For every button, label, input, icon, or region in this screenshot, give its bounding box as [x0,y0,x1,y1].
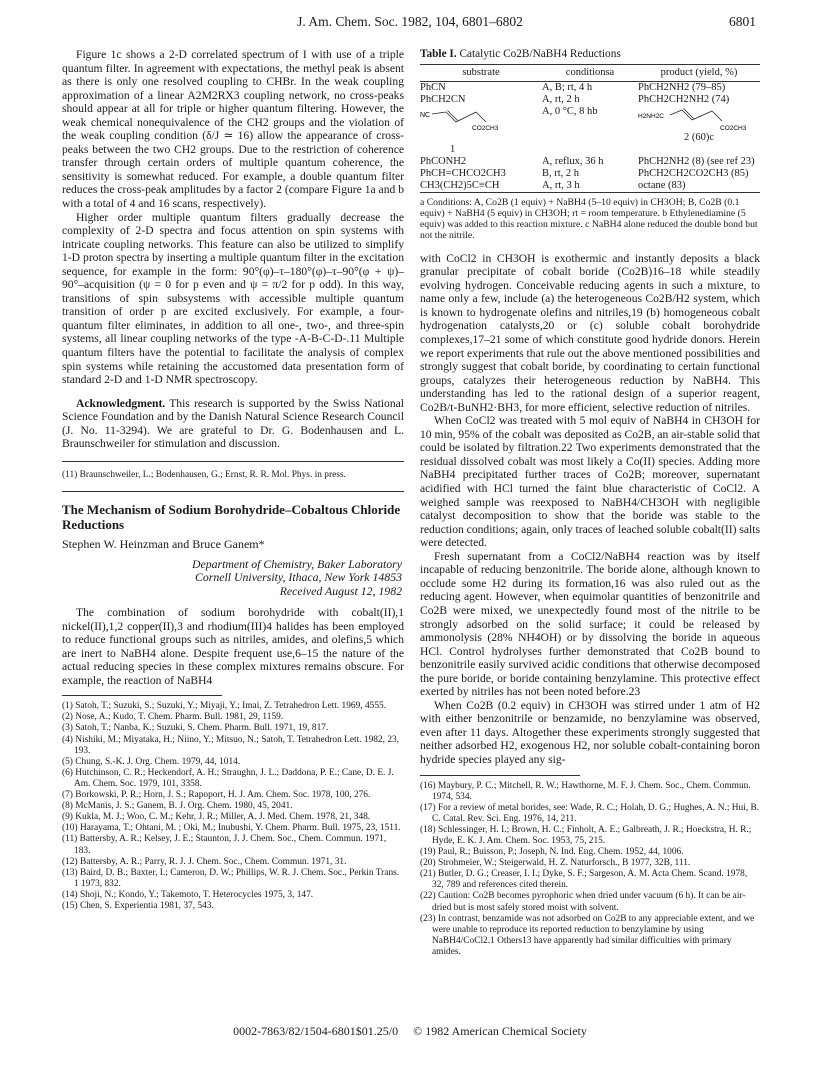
paragraph: Fresh supernatant from a CoCl2/NaBH4 reaction was by itself incapable of reducing benzonitrile. The boride alone, although known to occlude some H2 during its formation,16 was also ruled out as the reducing agent. However, when equimolar quantities of benzonitrile and Co2B were mixed, we unexpectedly found most of the nitrile to be strongly adsorbed on the solid surface; it could be released by ammonolysis (28% NH4OH) or by dissolving the boride in aqueous HCl. Control hydrolyses further demonstrated that Co2B bound to benzonitrile easily survived acidic conditions that otherwise decomposed the pure boride, or boride containing benzylamine. This protective effect exerted by nitriles has not been noted before.23 [420,549,760,699]
running-header [0,14,820,36]
table-header: product (yield, %) [638,64,760,81]
structure-1-diagram [420,106,530,132]
reference: (20) Strohmeier, W.; Steigerwald, H. Z. Naturforsch., B 1977, 32B, 111. [420,858,691,869]
footnote-divider [62,695,222,696]
reference: (14) Shoji, N.; Kondo, Y.; Takemoto, T. Heterocycles 1975, 3, 147. [62,889,314,900]
paragraph: When Co2B (0.2 equiv) in CH3OH was stirred under 1 atm of H2 with either benzonitrile or benzamide, no benzylamine was observed, even after 11 days. Altogether these experiments strongly suggested that neither adsorbed H2, exogenous H2, nor soluble cobalt-containing boron hydride species played any sig- [420,698,760,766]
reference: (4) Nishiki, M.; Miyataka, H.; Niino, Y.; Mitsuo, N.; Satoh, T. Tetrahedron Lett. 1982, 23, 193. [62,734,400,756]
reference: (13) Baird, D. B.; Baxter, I.; Cameron, D. W.; Phillips, W. R. J. Chem. Soc., Perkin Trans. 1 1973, 832. [62,867,400,889]
table-header: substrate [420,64,542,81]
copyright: © 1982 American Chemical Society [413,1024,587,1038]
article-code: 0002-7863/82/1504-6801$01.25/0 [233,1024,399,1038]
reference: (11) Braunschweiler, L.; Bodenhausen, G.; Ernst, R. R. Mol. Phys. in press. [62,469,346,480]
table-header: conditionsa [542,64,638,81]
table-row: PhCN A, B; rt, 4 h PhCH2NH2 (79–85) [420,81,726,93]
page-footer [0,1024,820,1039]
authors: Stephen W. Heinzman and Bruce Ganem* [62,536,265,551]
divider [62,491,404,492]
reference: (8) McManis, J. S.; Ganem, B. J. Org. Chem. 1980, 45, 2041. [62,801,293,812]
reference: (18) Schlessinger, H. I.; Brown, H. C.; Finholt, A. E.; Galbreath, J. R.; Hoeckstra, H. R.; Hyde, E. K. J. Am. Chem. Soc. 1953, 75, 215. [420,824,752,846]
page-number: 6801 [729,14,756,29]
struct-amine-label: H2NH2C [638,112,665,120]
journal-citation: J. Am. Chem. Soc. 1982, 104, 6801–6802 [297,14,523,29]
reference-list [420,781,760,959]
acknowledgment-heading: Acknowledgment. [76,396,166,410]
reference: (2) Nose, A.; Kudo, T. Chem. Pharm. Bull. 1981, 29, 1159. [62,712,284,723]
left-column [62,48,404,912]
paragraph: with CoCl2 in CH3OH is exothermic and instantly deposits a black granular precipitate of cobalt boride (Co2B)16–18 while steadily evolving hydrogen. Conceivable reducing agents in such a mixture, to name only a few, include (a) the heterogeneous Co2B/H2 system, which is known to hydrogenate olefins and nitriles,19 (b) homogeneous cobalt hydrogenation catalysts,20 or (c) soluble cobalt borohydride complexes,17–21 some of which constitute good hydride donors. Herein we report experiments that rule out the above mentioned possibilities and strongly suggest that cobalt boride, by coordinating to certain functional groups, catalyzes their heterogeneous reduction by NaBH4. This understanding has led to the rational design of a superior reagent, Co2B/t-BuNH2·BH3, for more efficient, selective reduction of nitriles. [420,251,760,414]
table-row: PhCONH2 A, reflux, 36 h PhCH2NH2 (8) (see ref 23) [420,155,755,167]
table-row: PhCH2CN A, rt, 2 h PhCH2CH2NH2 (74) [420,93,730,105]
acknowledgment-text: This research is supported by the Swiss National Science Foundation and by the Danish Natural Science Research Council (J. No. 11-3294). We are grateful to Dr. G. Bodenhausen and L. Braunschweiler for stimulation and discussion. [62,396,404,451]
acknowledgment [62,397,404,451]
paragraph: Higher order multiple quantum filters gradually decrease the complexity of 2-D spectra and focus attention on spin systems with intricate coupling networks. This feature can also be utilized to simplify 1-D proton spectra by inserting a multiple quantum filter in the excitation sequence, for example in the form: 90°(φ)–τ–180°(φ)–τ–90°(φ + ψ)–90°–acquisition (ψ = 0 for p even and ψ = π/2 for p odd). In this way, transitions of spin subsystems with accessible multiple quantum transition of order p are excited exclusively. For example, a four-quantum filter eliminates, in addition to all one-, two-, and three-spin systems, all linear coupling networks of the type -A-B-C-D-.11 Multiple quantum filters have the potential to facilitate the analysis of complex spin systems while retaining the accustomed data presentation form of standard 2-D and 1-D NMR spectroscopy. [62,210,404,387]
right-column [420,48,760,958]
reference: (10) Harayama, T.; Ohtani, M. ; Oki, M.; Inubushi, Y. Chem. Pharm. Bull. 1975, 23, 1511. [62,823,401,834]
paragraph: When CoCl2 was treated with 5 mol equiv of NaBH4 in CH3OH for 10 min, 95% of the cobalt was deposited as Co2B, an air-stable solid that could be isolated by filtration.22 Two experiments demonstrated that the residual dissolved cobalt was most likely a Co(II) species. Adding more NaBH4 precipitated further traces of Co2B; moreover, supernatant acidified with HCl turned the faint blue characteristic of CoCl2. A weighed sample was reexposed to NaBH4/CH3OH with negligible catalyst decomposition to show that the boride was stable to the reduction conditions; again, only traces of leached soluble cobalt(II) salts were detected. [420,414,760,550]
reductions-table [420,64,760,193]
table-footnote: a Conditions: A, Co2B (1 equiv) + NaBH4 (5–10 equiv) in CH3OH; B, Co2B (0.1 equiv) + NaBH4 (5 equiv) in CH3OH; rt = room temperature. b Ethylenediamine (5 equiv) was added to this reaction mixture. c NaBH4 alone reduced the double bond but not the nitrile. [420,196,758,242]
struct-ester-label: CO2CH3 [720,124,747,132]
reference: (23) In contrast, benzamide was not adsorbed on Co2B to any appreciable extent, and we were unable to reproduce its reported reduction to benzylamine by using NaBH4/CoCl2.1 Others13 have apparently had similar difficulties with primary amides. [420,913,755,957]
reference: (9) Kukla, M. J.; Woo, C. M.; Kehr, J. R.; Miller, A. J. Med. Chem. 1978, 21, 348. [62,812,371,823]
struct-ester-label: CO2CH3 [472,124,499,132]
divider [62,461,404,462]
table-row: 1 [450,143,456,155]
table-row: 2 (60)c [683,131,715,143]
affiliation: Department of Chemistry, Baker Laboratory Cornell University, Ithaca, New York 14853 Received August 12, 1982 [62,558,404,599]
reference: (21) Butler, D. G.; Creaser, I. I.; Dyke, S. F.; Sargeson, A. M. Acta Chem. Scand. 1978, 32, 789 and references cited therein. [420,869,748,891]
reference: (12) Battersby, A. R.; Parry, R. J. J. Chem. Soc., Chem. Commun. 1971, 31. [62,856,347,867]
table-row: NC CO2CH3 A, 0 °C, 8 hb H2NH2C CO2CH3 [420,106,760,132]
received-date: Received August 12, 1982 [279,583,402,598]
reference: (15) Chen, S. Experientia 1981, 37, 543. [62,900,214,911]
table-caption: Table I. Catalytic Co2B/NaBH4 Reductions [420,48,621,60]
struct-nc-label: NC [420,111,431,119]
reference: (11) Battersby, A. R.; Kelsey, J. E.; Staunton, J. J. Chem. Soc., Chem. Commun. 1971, 183. [62,834,387,856]
reference: (17) For a review of metal borides, see: Wade, R. C.; Holah, D. G.; Hughes, A. N.; Hui, B. C. Catal. Rev. Sci. Eng. 1976, 14, 211. [420,802,760,824]
paragraph: Figure 1c shows a 2-D correlated spectrum of I with use of a triple quantum filter. In agreement with expectations, the methyl peak is absent as there is only one resolved coupling to CHBr. In the weak coupling approximation of a linear A2M2RX3 coupling network, no cross-peaks should appear at all for triple or higher quantum filtering. However, the weak chemical nonequivalence of the CH2 groups and the violation of the weak coupling condition (δ/J ≃ 16) allow the appearance of cross-peaks between the two CH2 groups. Due to the restriction of coherence transfer through certain orders of multiple quantum coherence, the sensitivity is somewhat reduced. For example, a double quantum filter reduces the cross-peak amplitudes by a factor 2 (compare Figure 1a and b with a total of 4 and 16 scans, respectively). [62,48,404,211]
table-row: PhCH=CHCO2CH3 B, rt, 2 h PhCH2CH2CO2CH3 (85) [420,167,749,179]
table-row: CH3(CH2)5C≡CH A, rt, 3 h octane (83) [420,180,760,193]
reference-list [62,701,404,912]
reference: (5) Chung, S.-K. J. Org. Chem. 1979, 44, 1014. [62,756,241,767]
footnote-divider [420,775,580,776]
reference: (19) Paul, R.; Buisson, P.; Joseph, N. Ind. Eng. Chem. 1952, 44, 1006. [420,847,684,858]
footnotes [62,470,404,481]
structure-2-diagram [638,106,758,132]
article-title: The Mechanism of Sodium Borohydride–Cobaltous Chloride Reductions [62,501,401,532]
reference: (7) Borkowski, P. R.; Horn, J. S.; Rapoport, H. J. Am. Chem. Soc. 1978, 100, 276. [62,790,371,801]
reference: (6) Hutchinson, C. R.; Heckendorf, A. H.; Straughn, J. L.; Daddona, P. E.; Cane, D. E. J. Am. Chem. Soc. 1979, 101, 3358. [62,767,394,789]
reference: (3) Satoh, T.; Nanba, K.; Suzuki, S. Chem. Pharm. Bull. 1971, 19, 817. [62,723,329,734]
reference: (1) Satoh, T.; Suzuki, S.; Suzuki, Y.; Miyaji, Y.; Imai, Z. Tetrahedron Lett. 1969, 4555. [62,701,387,712]
reference: (22) Caution: Co2B becomes pyrophoric when dried under vacuum (6 h). It can be air-dried but is most safely stored moist with solvent. [420,891,746,913]
reference: (16) Maybury, P. C.; Mitchell, R. W.; Hawthorne, M. F. J. Chem. Soc., Chem. Commun. 1974, 534. [420,780,751,802]
paragraph: The combination of sodium borohydride with cobalt(II),1 nickel(II),1,2 copper(II),3 and rhodium(III)4 halides has been employed to reduce functional groups such as nitriles, amides, and olefins,5 which are inert to NaBH4 alone. Despite frequent use,6–15 the nature of the actual reducing species in these complex mixtures remains obscure. For example, the reaction of NaBH4 [62,606,404,687]
